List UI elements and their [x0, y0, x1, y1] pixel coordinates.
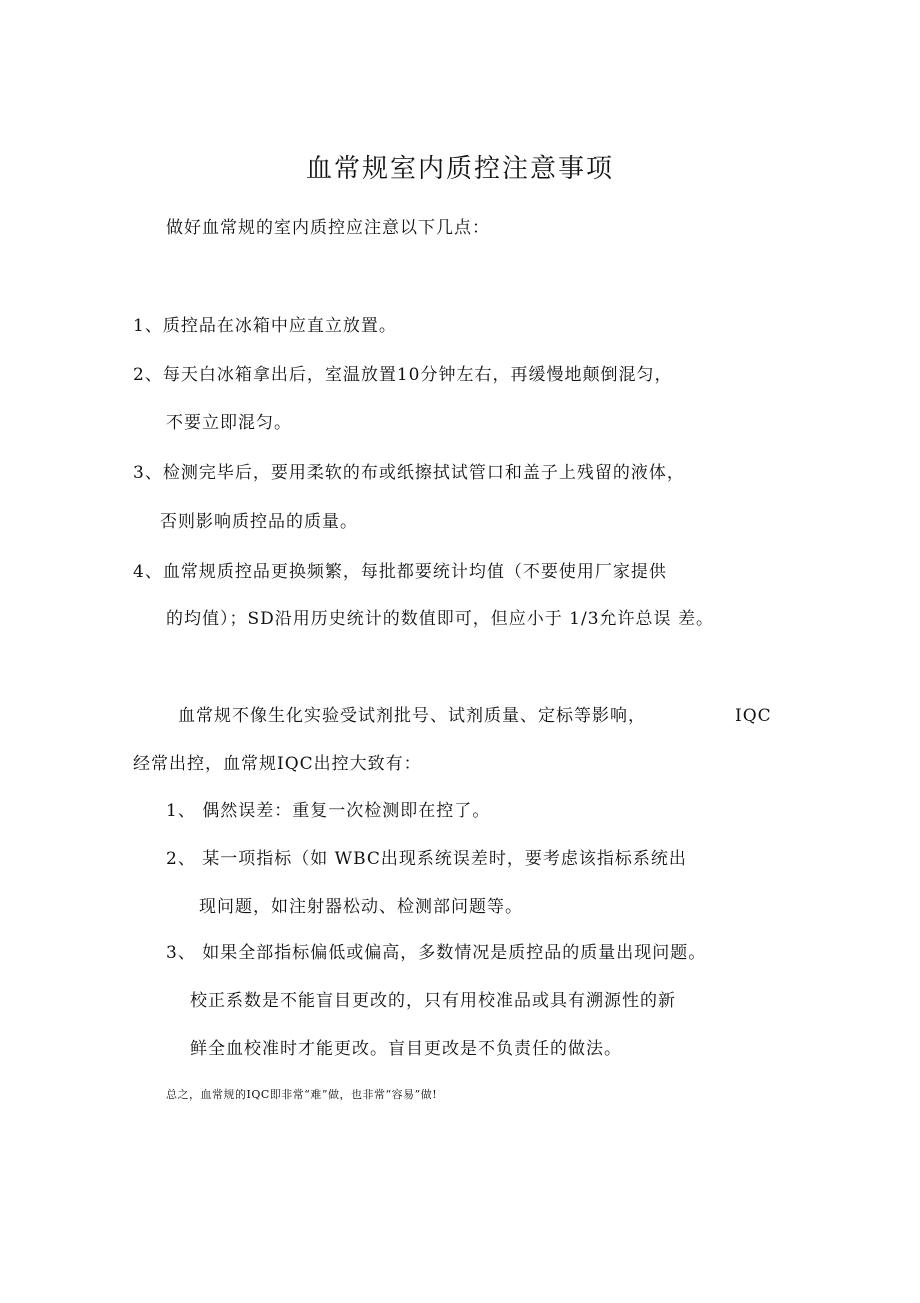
paragraph-2-line-1-end: IQC — [735, 706, 772, 726]
point-3-number: 3、 — [133, 463, 163, 483]
paragraph-2-line-2: 经常出控，血常规IQC出控大致有： — [133, 754, 422, 774]
point-3-text: 检测完毕后，要用柔软的布或纸擦拭试管口和盖子上残留的液体， — [162, 463, 685, 483]
point-2 — [133, 363, 672, 387]
point-3 — [133, 461, 685, 485]
point-4-text: 血常规质控品更换频繁，每批都要统计均值（不要使用厂家提供 — [162, 562, 667, 582]
cause-2-number: 2、 — [166, 849, 196, 869]
cause-3-text: 如果全部指标偏低或偏高，多数情况是质控品的质量出现问题。 — [202, 943, 707, 963]
point-1-text: 质控品在冰箱中应直立放置。 — [162, 316, 397, 336]
intro-text: 做好血常规的室内质控应注意以下几点： — [166, 218, 490, 238]
summary-text: 总之，血常规的IQC即非常“难”做，也非常“容易”做! — [166, 1088, 438, 1101]
point-1 — [133, 314, 397, 338]
calibration-line-2: 鲜全血校准时才能更改。盲目更改是不负责任的做法。 — [190, 1039, 622, 1059]
point-2-continuation: 不要立即混匀。 — [166, 413, 292, 433]
point-1-number: 1、 — [133, 316, 163, 336]
page-title: 血常规室内质控注意事项 — [305, 154, 614, 184]
point-4-number: 4、 — [133, 562, 163, 582]
cause-3 — [166, 941, 706, 965]
cause-3-number: 3、 — [166, 943, 196, 963]
cause-1-text: 偶然误差：重复一次检测即在控了。 — [202, 801, 491, 821]
cause-2-text: 某一项指标（如 WBC出现系统误差时，要考虑该指标系统出 — [202, 849, 687, 869]
cause-2-continuation: 现问题，如注射器松动、检测部问题等。 — [199, 897, 523, 917]
point-4 — [133, 560, 667, 584]
point-2-text: 每天白冰箱拿出后，室温放置10分钟左右，再缓慢地颠倒混匀， — [162, 365, 673, 385]
point-2-number: 2、 — [133, 365, 163, 385]
paragraph-2-line-1: 血常规不像生化实验受试剂批号、试剂质量、定标等影响， — [178, 706, 646, 726]
calibration-line-1: 校正系数是不能盲目更改的，只有用校准品或具有溯源性的新 — [190, 991, 676, 1011]
point-4-continuation: 的均值）；SD沿用历史统计的数值即可，但应小于 1/3允许总误 差。 — [166, 609, 714, 629]
cause-1-number: 1、 — [166, 801, 196, 821]
point-3-continuation: 否则影响质控品的质量。 — [160, 512, 358, 532]
cause-2 — [166, 847, 687, 871]
cause-1 — [166, 799, 490, 823]
